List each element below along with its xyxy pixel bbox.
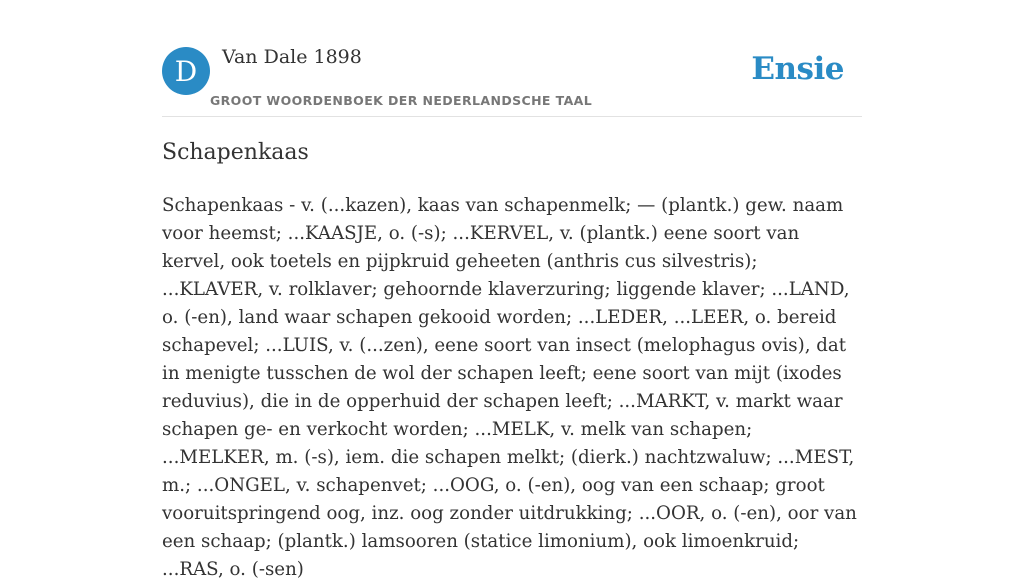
dictionary-subtitle: GROOT WOORDENBOEK DER NEDERLANDSCHE TAAL — [210, 93, 593, 108]
site-header — [162, 0, 862, 117]
ensie-logo[interactable]: Ensie — [751, 51, 844, 87]
definition-text: Schapenkaas - v. (...kazen), kaas van schapenmelk; — (plantk.) gew. naam voor heemst; ...KAASJE, o. (-s); ...KERVEL, v. (plantk.) eene soort van kervel, ook toetels en pijpkruid geheeten (anthris cus silvestris); ...KLAVER, v. rolklaver; gehoornde klaverzuring; liggende klaver; ...LAND, o. (-en), land waar schapen gekooid worden; ...LEDER, ...LEER, o. bereid schapevel; ...LUIS, v. (...zen), eene soort van insect (melophagus ovis), dat in menigte tusschen de wol der schapen leeft; eene soort van mijt (ixodes reduvius), die in de opperhuid der schapen leeft; ...MARKT, v. markt waar schapen ge- en verkocht worden; ...MELK, v. melk van schapen; ...MELKER, m. (-s), iem. die schapen melkt; (dierk.) nachtzwaluw; ...MEST, m.; ...ONGEL, v. schapenvet; ...OOG, o. (-en), oog van een schaap; groot vooruitspringend oog, inz. oog zonder uitdrukking; ...OOR, o. (-en), oor van een schaap; (plantk.) lamsooren (statice limonium), ook limoenkruid; ...RAS, o. (-sen) — [162, 195, 857, 580]
dictionary-avatar[interactable]: D — [162, 47, 210, 95]
dictionary-title[interactable]: Van Dale 1898 — [222, 46, 362, 68]
entry-definition — [162, 192, 862, 584]
entry-title: Schapenkaas — [162, 140, 309, 165]
